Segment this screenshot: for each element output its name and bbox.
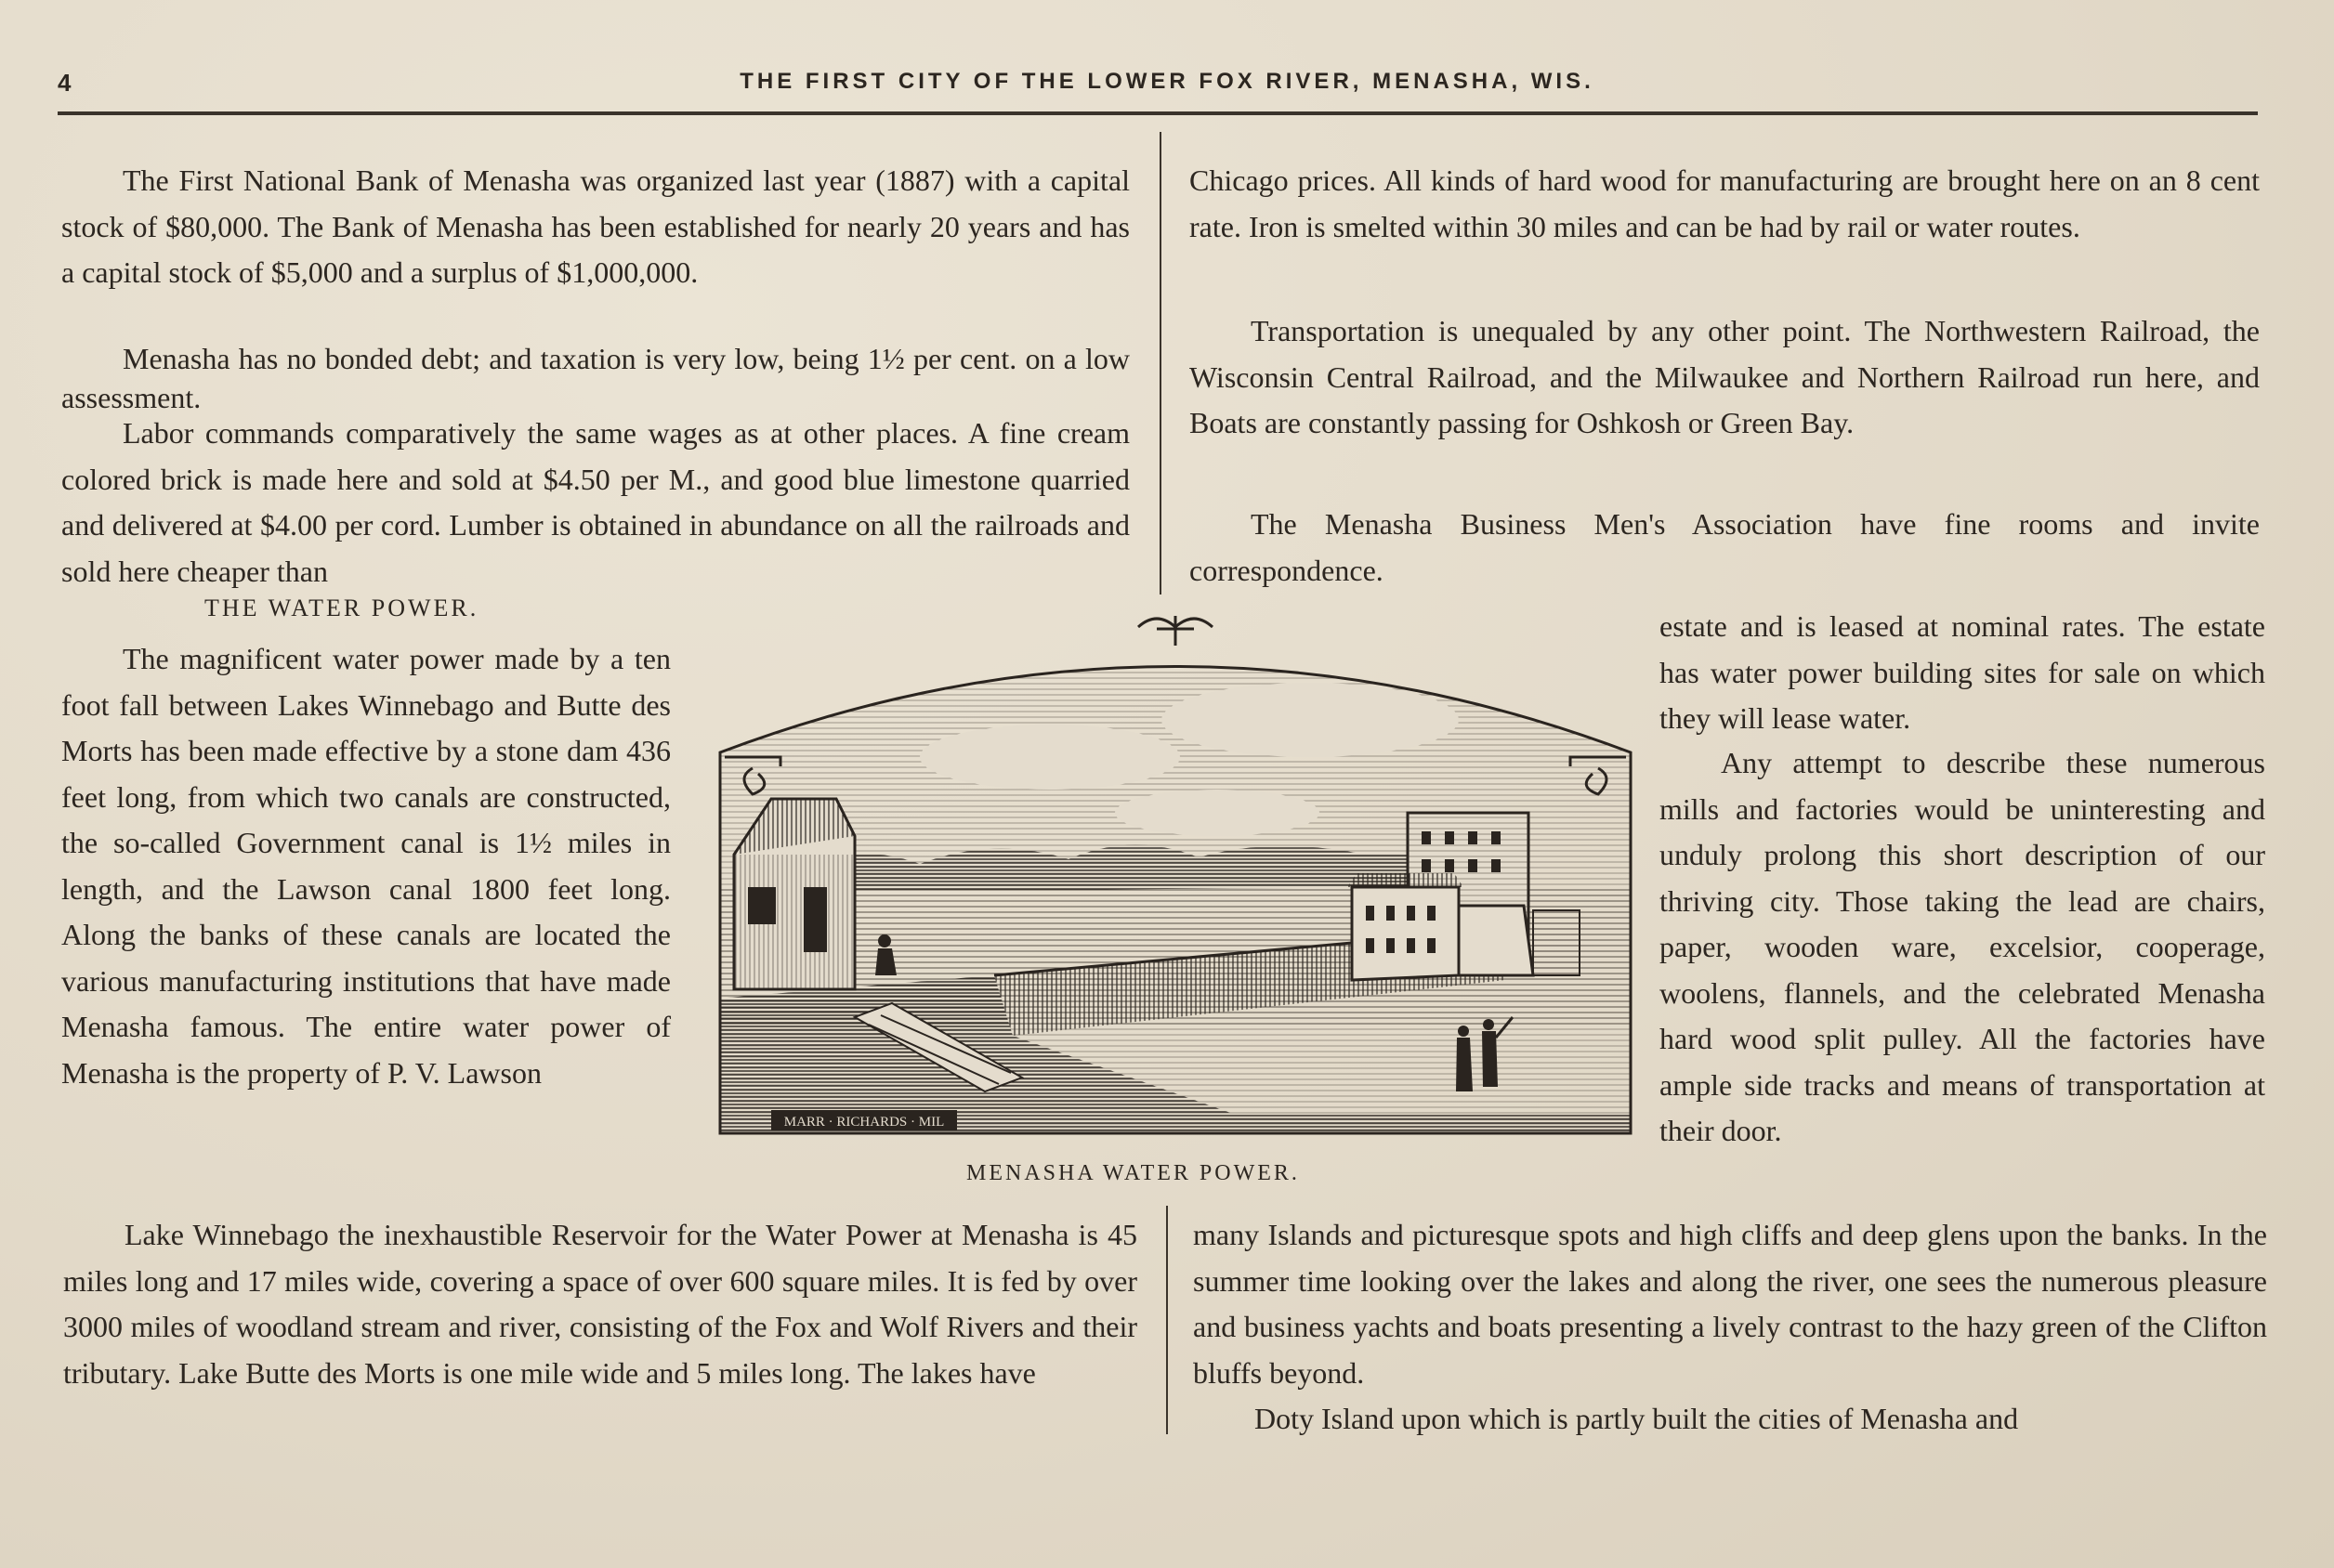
paragraph-bank: The First National Bank of Menasha was organized last year (1887) with a capital stock of $80,000. The Bank of Menasha has been established for nearly 20 years and has a capital stock of $5,000 and a surplus of $1,000,000. xyxy=(61,163,1130,289)
paragraph-doty-island: Doty Island upon which is partly built the cities of Menasha and xyxy=(1254,1402,2019,1435)
paragraph-association: The Menasha Business Men's Association have fine rooms and invite correspondence. xyxy=(1189,507,2260,587)
figure-caption: MENASHA WATER POWER. xyxy=(966,1161,1300,1185)
paragraph-lake-winnebago: Lake Winnebago the inexhaustible Reservoir for the Water Power at Menasha is 45 miles long and 17 miles wide, covering a space of over 600 square miles. It is fed by over 3000 miles of woodland stream and river, consisting of the Fox and Wolf Rivers and their tributary. Lake Butte des Morts is one mile wide and 5 miles long. The lakes have xyxy=(63,1218,1137,1390)
paragraph-estate: estate and is leased at nominal rates. The estate has water power building sites for sale on which they will lease water. xyxy=(1659,609,2265,735)
header-rule xyxy=(58,111,2258,115)
paragraph-water-power: The magnificent water power made by a ten foot fall between Lakes Winnebago and Butte des Morts has been made effective by a stone dam 436 feet long, from which two canals are constructed, the so-called Government canal is 1½ miles in length, and the Lawson canal 1800 feet long. Along the banks of these canals are located the various manufacturing institutions that have made Menasha famous. The entire water power of Menasha is the property of P. V. Lawson xyxy=(61,642,671,1090)
column-divider-top xyxy=(1160,132,1161,595)
paragraph-debt: Menasha has no bonded debt; and taxation is very low, being 1½ per cent. on a low assessment. xyxy=(61,342,1130,414)
menasha-water-power-engraving xyxy=(715,608,1635,1138)
paragraph-islands: many Islands and picturesque spots and high cliffs and deep glens upon the banks. In the summer time looking over the lakes and along the river, one sees the numerous pleasure and business yachts and boats presenting a lively contrast to the hazy green of the Clifton bluffs beyond. xyxy=(1193,1218,2267,1390)
page-number: 4 xyxy=(58,69,72,97)
column-divider-bottom xyxy=(1166,1206,1168,1434)
paragraph-factories: Any attempt to describe these numerous mills and factories would be uninteresting and unduly prolong this short description of our thriving city. Those taking the lead are chairs, paper, wooden ware, excelsior, cooperage, woolens, flannels, and the celebrated Menasha hard wood split pulley. All the factories have ample side tracks and means of transportation at their door. xyxy=(1659,746,2265,1147)
paragraph-chicago-prices: Chicago prices. All kinds of hard wood for manufacturing are brought here on an 8 cent rate. Iron is smelted within 30 miles and can be had by rail or water routes. xyxy=(1189,163,2260,243)
engraver-signature: MARR · RICHARDS · MIL xyxy=(783,1115,945,1130)
section-heading-water-power: THE WATER POWER. xyxy=(204,595,479,621)
running-title: THE FIRST CITY OF THE LOWER FOX RIVER, MENASHA, WIS. xyxy=(740,69,1594,94)
paragraph-labor: Labor commands comparatively the same wages as at other places. A fine cream colored brick is made here and sold at $4.50 per M., and good blue limestone quarried and delivered at $4.00 per cord. Lumber is obtained in abundance on all the railroads and sold here cheaper than xyxy=(61,416,1130,588)
paragraph-transportation: Transportation is unequaled by any other point. The Northwestern Railroad, the Wisconsin Central Railroad, and the Milwaukee and Northern Railroad run here, and Boats are constantly passing for Oshkosh or Green Bay. xyxy=(1189,314,2260,439)
